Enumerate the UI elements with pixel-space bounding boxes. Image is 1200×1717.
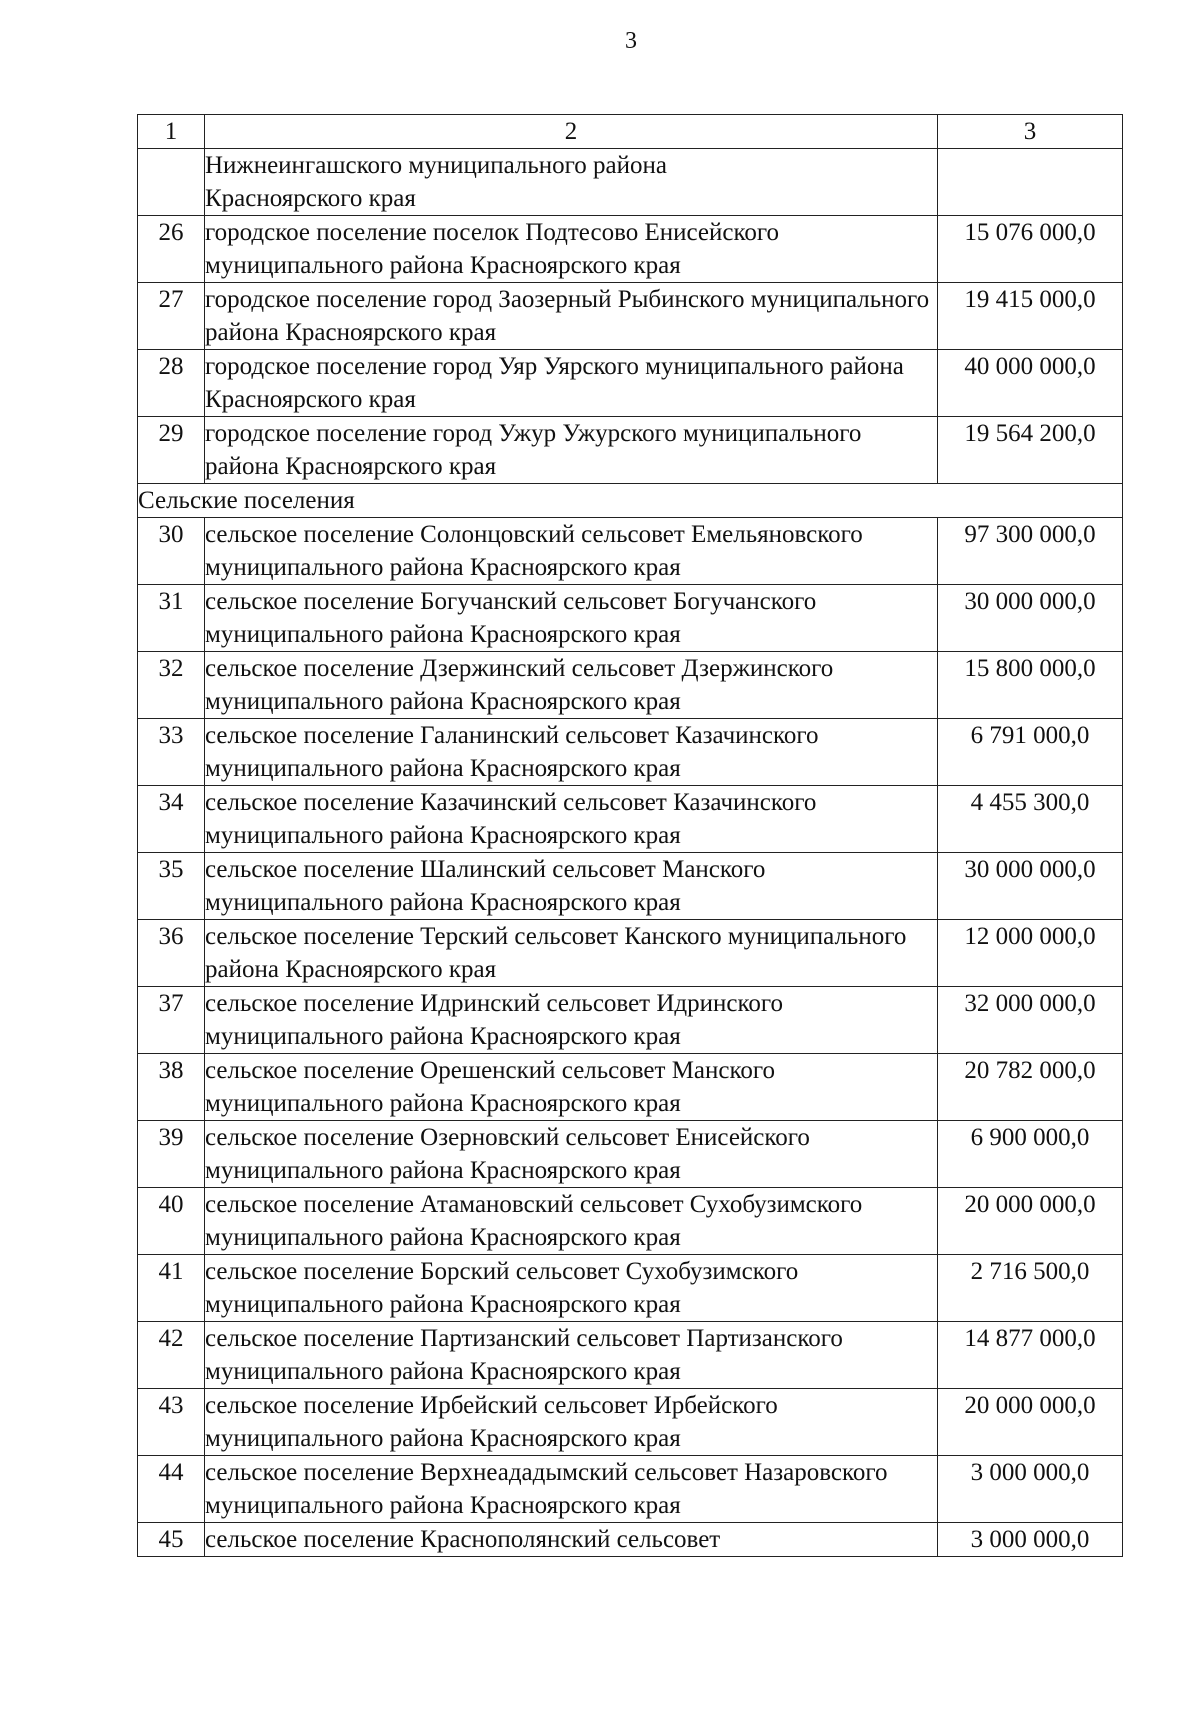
row-amount: 15 800 000,0 <box>938 652 1123 719</box>
row-name: сельское поселение Озерновский сельсовет Енисейского муниципального района Красноярского края <box>205 1121 938 1188</box>
table-row <box>138 1054 1123 1121</box>
page-number: 3 <box>625 28 637 54</box>
row-number: 35 <box>138 853 205 920</box>
row-name: сельское поселение Шалинский сельсовет Манского муниципального района Красноярского края <box>205 853 938 920</box>
row-amount: 4 455 300,0 <box>938 786 1123 853</box>
row-amount <box>938 149 1123 216</box>
row-amount: 40 000 000,0 <box>938 350 1123 417</box>
column-header-number: 1 <box>138 115 205 149</box>
table-row <box>138 987 1123 1054</box>
row-number: 43 <box>138 1389 205 1456</box>
row-name: сельское поселение Солонцовский сельсовет Емельяновского муниципального района Красноярского края <box>205 518 938 585</box>
row-amount: 15 076 000,0 <box>938 216 1123 283</box>
table-row <box>138 216 1123 283</box>
table-row <box>138 652 1123 719</box>
row-number: 33 <box>138 719 205 786</box>
row-amount: 19 415 000,0 <box>938 283 1123 350</box>
table-row <box>138 1322 1123 1389</box>
row-name: сельское поселение Казачинский сельсовет Казачинского муниципального района Красноярского края <box>205 786 938 853</box>
table-row <box>138 1523 1123 1557</box>
row-name: сельское поселение Терский сельсовет Канского муниципального района Красноярского края <box>205 920 938 987</box>
table-row <box>138 518 1123 585</box>
table-row <box>138 1188 1123 1255</box>
row-name: городское поселение поселок Подтесово Енисейского муниципального района Красноярского края <box>205 216 938 283</box>
row-amount: 20 000 000,0 <box>938 1389 1123 1456</box>
row-amount: 3 000 000,0 <box>938 1523 1123 1557</box>
column-header-name: 2 <box>205 115 938 149</box>
row-number: 36 <box>138 920 205 987</box>
table-row <box>138 1121 1123 1188</box>
table-row <box>138 1456 1123 1523</box>
row-amount: 6 900 000,0 <box>938 1121 1123 1188</box>
row-amount: 20 782 000,0 <box>938 1054 1123 1121</box>
table-row <box>138 719 1123 786</box>
budget-allocation-table <box>137 114 1123 1557</box>
row-number: 44 <box>138 1456 205 1523</box>
row-name: сельское поселение Краснополянский сельсовет <box>205 1523 938 1557</box>
table-row <box>138 853 1123 920</box>
row-amount: 19 564 200,0 <box>938 417 1123 484</box>
row-number: 28 <box>138 350 205 417</box>
row-number: 40 <box>138 1188 205 1255</box>
row-amount: 14 877 000,0 <box>938 1322 1123 1389</box>
row-amount: 30 000 000,0 <box>938 585 1123 652</box>
row-amount: 12 000 000,0 <box>938 920 1123 987</box>
row-name: сельское поселение Галанинский сельсовет Казачинского муниципального района Красноярского края <box>205 719 938 786</box>
row-name: городское поселение город Ужур Ужурского муниципального района Красноярского края <box>205 417 938 484</box>
rural-settlements-rows <box>138 518 1123 1557</box>
table-row <box>138 786 1123 853</box>
row-number: 41 <box>138 1255 205 1322</box>
table-row-continuation <box>138 149 1123 216</box>
row-number: 26 <box>138 216 205 283</box>
row-amount: 97 300 000,0 <box>938 518 1123 585</box>
row-name: сельское поселение Атамановский сельсовет Сухобузимского муниципального района Красноярского края <box>205 1188 938 1255</box>
row-amount: 32 000 000,0 <box>938 987 1123 1054</box>
row-name: городское поселение город Уяр Уярского муниципального района Красноярского края <box>205 350 938 417</box>
row-name: сельское поселение Богучанский сельсовет Богучанского муниципального района Красноярского края <box>205 585 938 652</box>
row-name: сельское поселение Партизанский сельсовет Партизанского муниципального района Красноярского края <box>205 1322 938 1389</box>
row-amount: 6 791 000,0 <box>938 719 1123 786</box>
row-name: Нижнеингашского муниципального района Красноярского края <box>205 149 938 216</box>
row-number: 39 <box>138 1121 205 1188</box>
row-name: сельское поселение Борский сельсовет Сухобузимского муниципального района Красноярского края <box>205 1255 938 1322</box>
table-row <box>138 283 1123 350</box>
row-number: 27 <box>138 283 205 350</box>
section-label: Сельские поселения <box>138 484 1123 518</box>
table-row <box>138 1389 1123 1456</box>
row-name: сельское поселение Ирбейский сельсовет Ирбейского муниципального района Красноярского края <box>205 1389 938 1456</box>
row-amount: 3 000 000,0 <box>938 1456 1123 1523</box>
row-number: 32 <box>138 652 205 719</box>
row-amount: 2 716 500,0 <box>938 1255 1123 1322</box>
row-number: 45 <box>138 1523 205 1557</box>
row-name: сельское поселение Верхнеададымский сельсовет Назаровского муниципального района Красноярского края <box>205 1456 938 1523</box>
row-number: 38 <box>138 1054 205 1121</box>
table-header-row <box>138 115 1123 149</box>
section-row-rural <box>138 484 1123 518</box>
row-number <box>138 149 205 216</box>
table-row <box>138 417 1123 484</box>
row-number: 34 <box>138 786 205 853</box>
table-row <box>138 585 1123 652</box>
column-header-amount: 3 <box>938 115 1123 149</box>
row-number: 31 <box>138 585 205 652</box>
table-row <box>138 350 1123 417</box>
row-number: 29 <box>138 417 205 484</box>
row-number: 42 <box>138 1322 205 1389</box>
row-number: 30 <box>138 518 205 585</box>
row-name: сельское поселение Идринский сельсовет Идринского муниципального района Красноярского края <box>205 987 938 1054</box>
row-amount: 30 000 000,0 <box>938 853 1123 920</box>
row-name: городское поселение город Заозерный Рыбинского муниципального района Красноярского края <box>205 283 938 350</box>
table-row <box>138 920 1123 987</box>
row-name: сельское поселение Дзержинский сельсовет Дзержинского муниципального района Красноярского края <box>205 652 938 719</box>
table-row <box>138 1255 1123 1322</box>
row-number: 37 <box>138 987 205 1054</box>
row-amount: 20 000 000,0 <box>938 1188 1123 1255</box>
row-name: сельское поселение Орешенский сельсовет Манского муниципального района Красноярского края <box>205 1054 938 1121</box>
urban-settlements-rows <box>138 216 1123 484</box>
